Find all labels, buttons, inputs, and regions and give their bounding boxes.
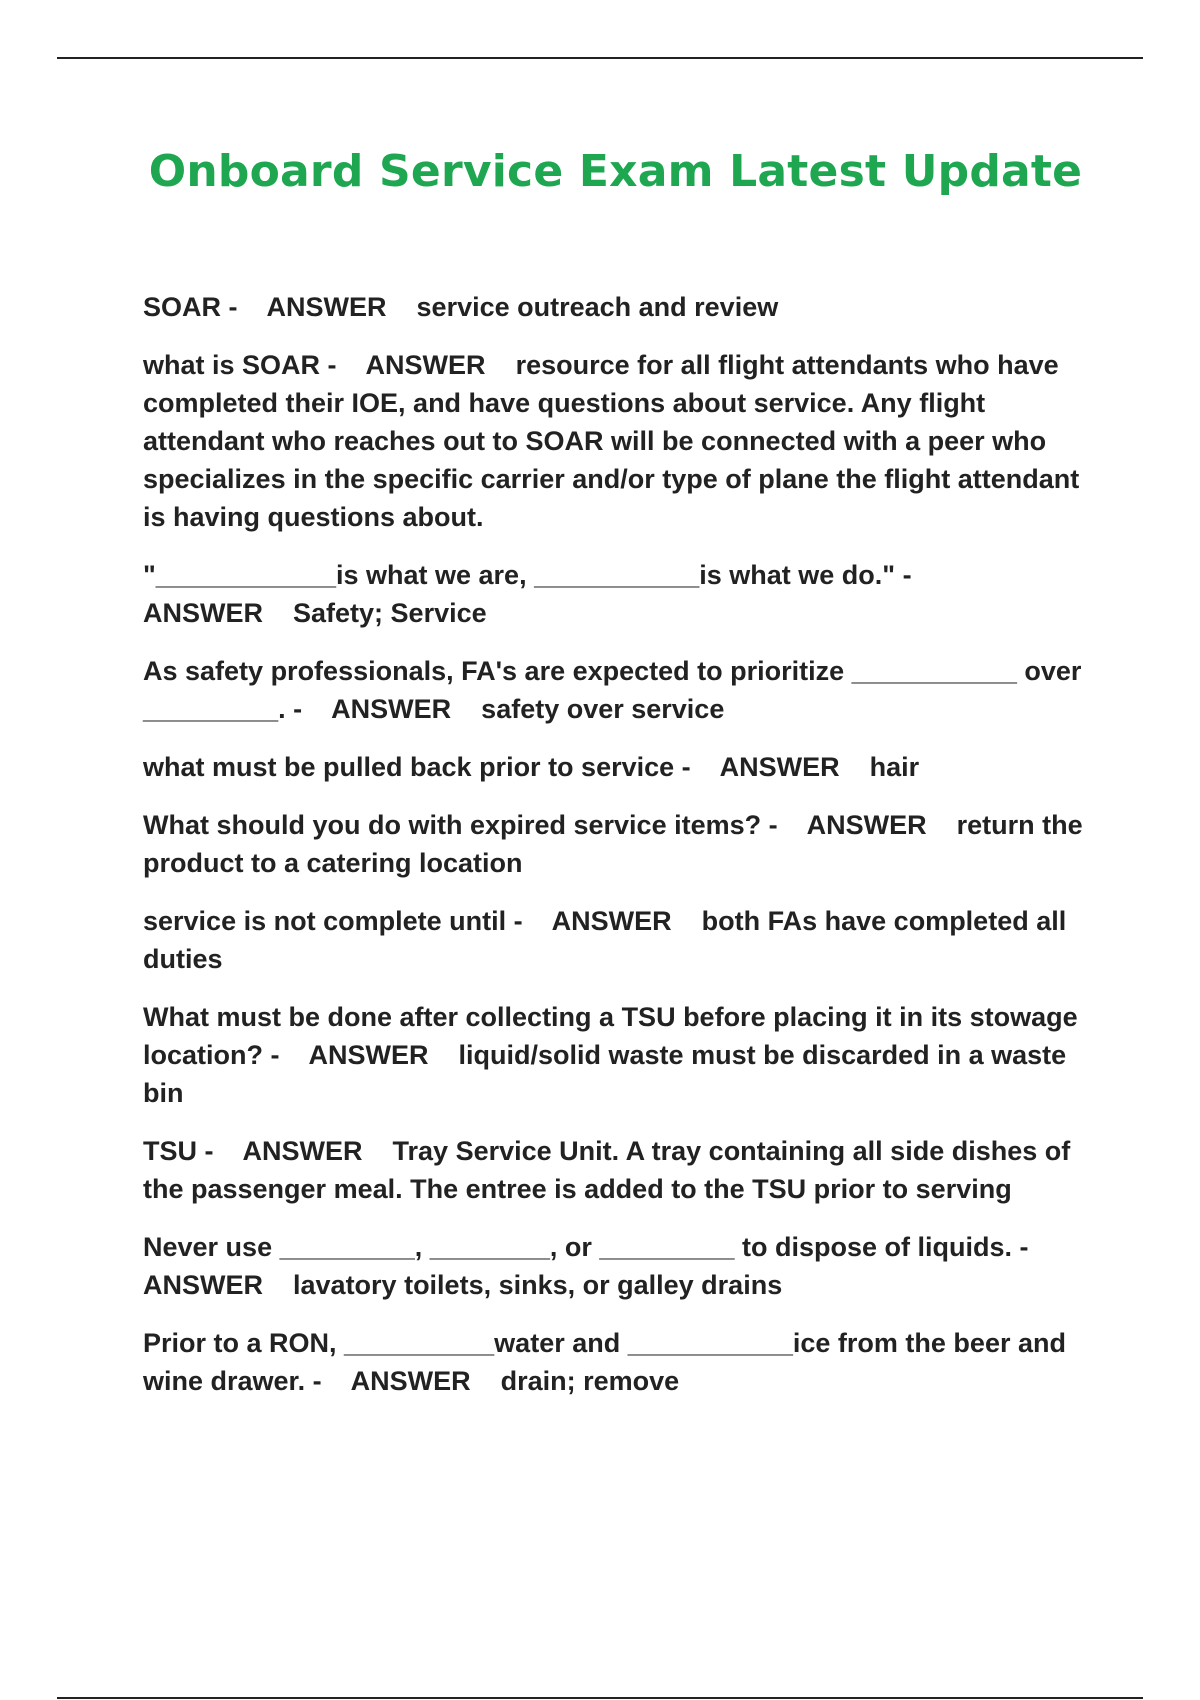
answer-label: ANSWER — [350, 1366, 471, 1396]
answer-label: ANSWER — [143, 598, 263, 628]
answer-label: ANSWER — [143, 1270, 263, 1300]
question-text: Prior to a RON, __________water and ___________ice from the beer and wine drawer. - — [143, 1328, 1074, 1396]
question-text: Never use _________, ________, or _________ to dispose of liquids. - — [143, 1232, 1029, 1262]
qa-item — [143, 998, 1093, 1112]
answer-text: drain; remove — [500, 1366, 680, 1396]
answer-text: lavatory toilets, sinks, or galley drains — [293, 1270, 783, 1300]
answer-text: both FAs have completed all duties — [143, 906, 1074, 974]
question-text: SOAR - — [143, 292, 238, 322]
answer-text: service outreach and review — [416, 292, 779, 322]
answer-text: resource for all flight attendants who have completed their IOE, and have questions about service. Any flight attendant who reaches out to SOAR will be connected with a peer who specializes in the specific carrier and/or type of plane the flight attendant is having questions about. — [143, 350, 1087, 532]
page-title: Onboard Service Exam Latest Update — [148, 146, 1083, 197]
question-text: TSU - — [143, 1136, 214, 1166]
answer-text: liquid/solid waste must be discarded in a waste bin — [143, 1040, 1074, 1108]
question-text: "____________is what we are, ___________is what we do." - — [143, 560, 912, 590]
qa-item — [143, 556, 1093, 632]
answer-text: return the product to a catering location — [143, 810, 1091, 878]
question-text: service is not complete until - — [143, 906, 523, 936]
answer-text: Tray Service Unit. A tray containing all side dishes of the passenger meal. The entree is added to the TSU prior to serving — [143, 1136, 1078, 1204]
question-text: What should you do with expired service items? - — [143, 810, 778, 840]
qa-list — [143, 288, 1093, 1420]
answer-label: ANSWER — [806, 810, 927, 840]
qa-item — [143, 1228, 1093, 1304]
top-rule — [57, 57, 1143, 59]
qa-item — [143, 288, 1093, 326]
answer-text: safety over service — [481, 694, 725, 724]
qa-item — [143, 748, 1093, 786]
qa-item — [143, 1324, 1093, 1400]
bottom-rule — [57, 1697, 1143, 1699]
question-text: What must be done after collecting a TSU before placing it in its stowage location? - — [143, 1002, 1086, 1070]
answer-label: ANSWER — [551, 906, 672, 936]
answer-text: Safety; Service — [293, 598, 487, 628]
answer-text: hair — [869, 752, 920, 782]
qa-item — [143, 652, 1093, 728]
answer-label: ANSWER — [308, 1040, 429, 1070]
qa-item — [143, 346, 1093, 536]
qa-item — [143, 806, 1093, 882]
qa-item — [143, 1132, 1093, 1208]
qa-item — [143, 902, 1093, 978]
question-text: As safety professionals, FA's are expected to prioritize ___________ over _________. - — [143, 656, 1089, 724]
answer-label: ANSWER — [365, 350, 486, 380]
question-text: what must be pulled back prior to service - — [143, 752, 691, 782]
question-text: what is SOAR - — [143, 350, 337, 380]
answer-label: ANSWER — [719, 752, 840, 782]
answer-label: ANSWER — [266, 292, 387, 322]
answer-label: ANSWER — [331, 694, 452, 724]
answer-label: ANSWER — [242, 1136, 363, 1166]
